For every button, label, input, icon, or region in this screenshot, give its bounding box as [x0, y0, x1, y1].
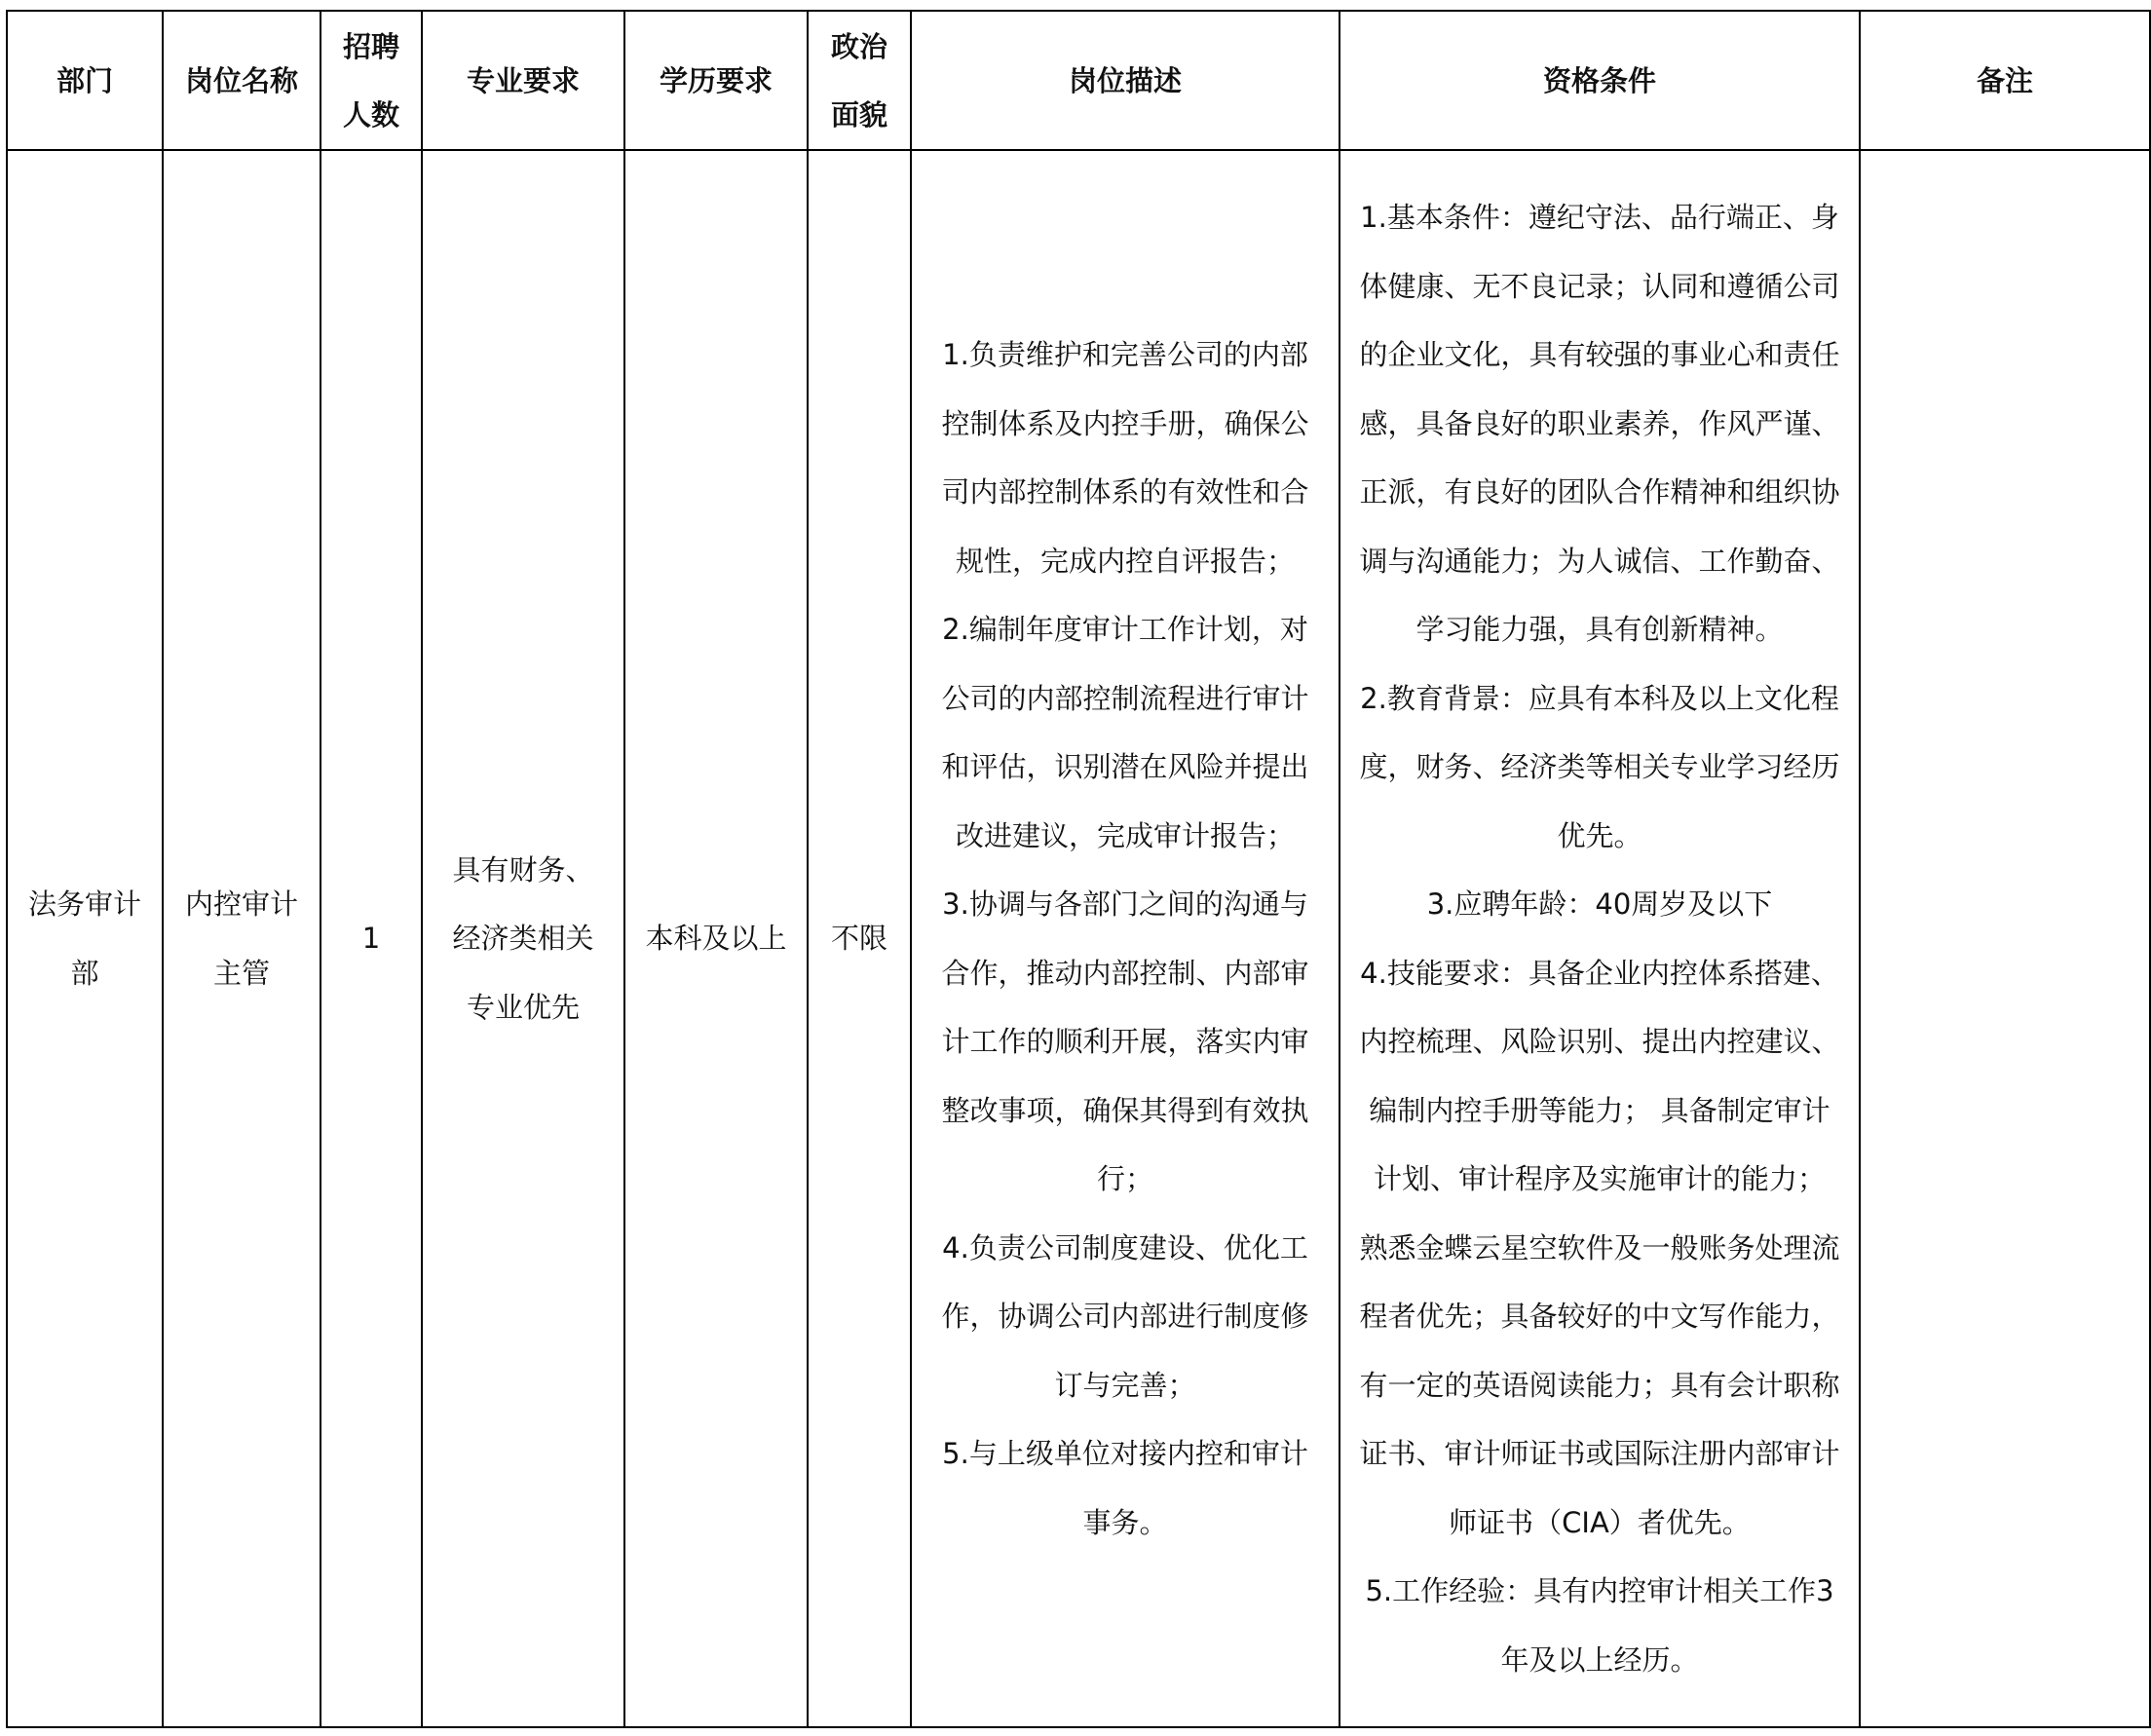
cell-dept: 法务审计部 [7, 150, 163, 1727]
header-dept: 部门 [7, 11, 163, 150]
cell-politics: 不限 [808, 150, 911, 1727]
header-politics-line2: 面貌 [830, 97, 887, 132]
cell-count: 1 [321, 150, 422, 1727]
cell-qualifications: 1.基本条件：遵纪守法、品行端正、身体健康、无不良记录；认同和遵循公司的企业文化，具有较强的事业心和责任感，具备良好的职业素养，作风严谨、正派，有良好的团队合作精神和组织协调与沟通能力；为人诚信、工作勤奋、学习能力强，具有创新精神。 2.教育背景：应具有本科及以上文化程度，财务、经济类等相关专业学习经历优先。 3.应聘年龄：40周岁及以下 4.技能要求：具备企业内控体系搭建、内控梳理、风险识别、提出内控建议、编制内控手册等能力； 具备制定审计计划、审计程序及实施审计的能力； 熟悉金蝶云星空软件及一般账务处理流程者优先；具备较好的中文写作能力，有一定的英语阅读能力；具有会计职称证书、审计师证书或国际注册内部审计师证书（CIA）者优先。 5.工作经验：具有内控审计相关工作3年及以上经历。 [1340, 150, 1860, 1727]
cell-description: 1.负责维护和完善公司的内部控制体系及内控手册，确保公司内部控制体系的有效性和合规性，完成内控自评报告； 2.编制年度审计工作计划，对公司的内部控制流程进行审计和评估，识别潜在风险并提出改进建议，完成审计报告； 3.协调与各部门之间的沟通与合作，推动内部控制、内部审计工作的顺利开展，落实内审整改事项，确保其得到有效执行； 4.负责公司制度建设、优化工作，协调公司内部进行制度修订与完善； 5.与上级单位对接内控和审计事务。 [911, 150, 1340, 1727]
recruitment-table [6, 10, 2151, 1728]
header-count-line2: 人数 [342, 97, 399, 132]
header-politics [808, 11, 911, 150]
cell-education: 本科及以上 [624, 150, 808, 1727]
cell-position: 内控审计主管 [163, 150, 321, 1727]
header-description: 岗位描述 [911, 11, 1340, 150]
header-count [321, 11, 422, 150]
header-count-line1: 招聘 [342, 29, 399, 63]
cell-major: 具有财务、经济类相关专业优先 [422, 150, 624, 1727]
header-major: 专业要求 [422, 11, 624, 150]
table-row [7, 150, 2150, 1727]
header-row [7, 11, 2150, 150]
header-remarks: 备注 [1860, 11, 2150, 150]
header-qualifications: 资格条件 [1340, 11, 1860, 150]
header-position: 岗位名称 [163, 11, 321, 150]
cell-remarks [1860, 150, 2150, 1727]
header-politics-line1: 政治 [830, 29, 887, 63]
header-education: 学历要求 [624, 11, 808, 150]
